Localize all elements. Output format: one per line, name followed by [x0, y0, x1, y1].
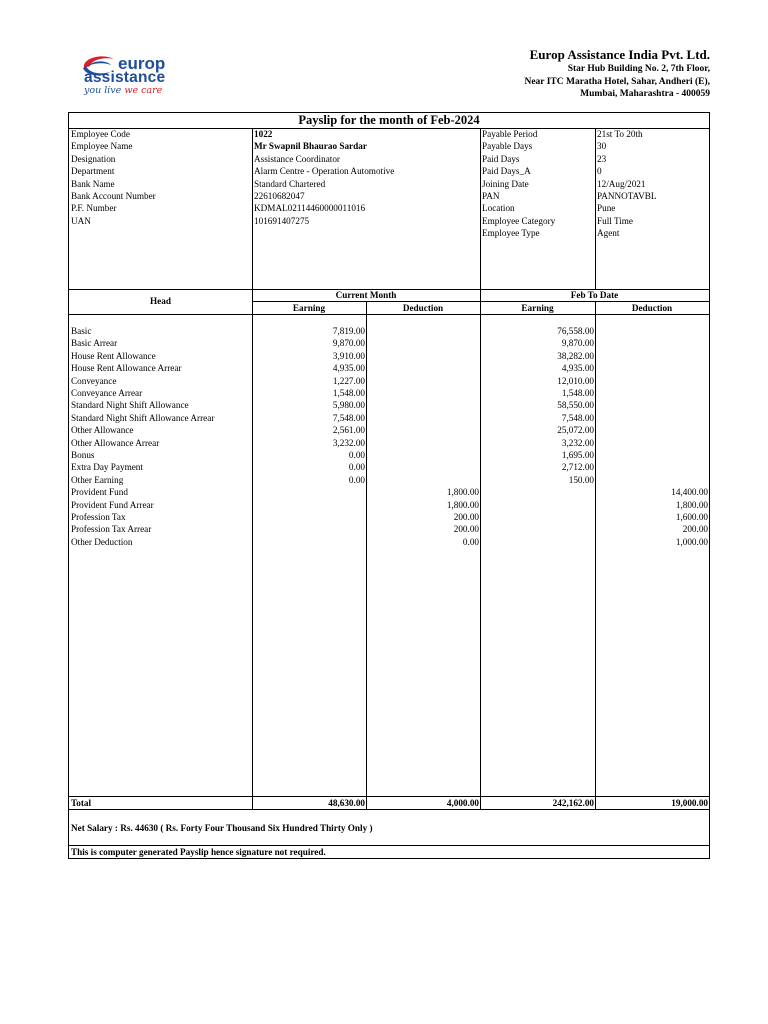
- employee-field-label: Location: [482, 203, 515, 214]
- payslip-sheet: [68, 112, 710, 859]
- row-head: Bonus: [71, 450, 95, 460]
- row-ytd-deduction: 1,000.00: [675, 536, 708, 547]
- row-cm-deduction: 200.00: [453, 512, 479, 522]
- info-col-divider-1: [252, 128, 253, 290]
- row-head: Other Earning: [71, 474, 124, 485]
- row-ytd-earning: 12,010.00: [557, 375, 594, 386]
- row-ytd-earning: 1,695.00: [561, 450, 594, 460]
- row-head: Standard Night Shift Allowance: [71, 400, 189, 411]
- row-cm-earning: 4,935.00: [332, 363, 365, 374]
- employee-field-label: Bank Account Number: [71, 191, 156, 201]
- grid-col-divider-2: [366, 301, 367, 809]
- row-cm-deduction: 200.00: [453, 524, 479, 535]
- employee-field-value: 0: [597, 166, 602, 177]
- row-ytd-earning: 25,072.00: [557, 425, 594, 436]
- row-ytd-earning: 76,558.00: [557, 326, 594, 336]
- employee-field-value: 21st To 20th: [597, 129, 643, 139]
- row-ytd-earning: 1,548.00: [561, 388, 594, 398]
- row-cm-earning: 5,980.00: [332, 400, 365, 411]
- company-address-line-1: Star Hub Building No. 2, 7th Floor,: [567, 64, 710, 74]
- company-address-line-2: Near ITC Maratha Hotel, Sahar, Andheri (E),: [524, 76, 710, 87]
- total-ytd-earning: 242,162.00: [552, 798, 594, 808]
- total-ytd-deduction: 19,000.00: [671, 798, 708, 808]
- row-head: Basic: [71, 326, 92, 336]
- employee-field-value: 22610682047: [254, 191, 305, 201]
- employee-field-value: KDMAL02114460000011016: [254, 203, 366, 214]
- employee-field-label: Joining Date: [482, 178, 529, 189]
- row-head: Provident Fund Arrear: [71, 499, 154, 510]
- row-head: Other Allowance: [71, 425, 134, 436]
- row-head: Basic Arrear: [71, 338, 118, 349]
- row-cm-earning: 1,548.00: [332, 388, 365, 398]
- employee-field-label: Employee Name: [71, 141, 133, 152]
- employee-field-value: 101691407275: [254, 215, 310, 226]
- employee-field-label: PAN: [482, 191, 500, 201]
- employee-field-label: Payable Days: [482, 141, 533, 152]
- header-feb-to-date: Feb To Date: [570, 290, 619, 300]
- row-ytd-earning: 4,935.00: [561, 363, 594, 374]
- employee-field-value: Pune: [597, 203, 616, 214]
- row-cm-deduction: 1,800.00: [446, 499, 479, 510]
- row-head: Provident Fund: [71, 487, 128, 498]
- total-cm-earning: 48,630.00: [328, 798, 365, 808]
- company-name: Europ Assistance India Pvt. Ltd.: [529, 47, 710, 62]
- employee-field-value: 12/Aug/2021: [597, 178, 646, 189]
- total-cm-deduction: 4,000.00: [446, 798, 479, 808]
- row-head: Profession Tax: [71, 512, 126, 522]
- row-ytd-earning: 9,870.00: [561, 338, 594, 349]
- logo-tagline-part1: you live: [84, 85, 122, 96]
- employee-field-value: Alarm Centre - Operation Automotive: [254, 166, 395, 177]
- row-head: Conveyance Arrear: [71, 388, 143, 398]
- payslip-title: Payslip for the month of Feb-2024: [298, 113, 480, 127]
- employee-field-value: Assistance Coordinator: [254, 153, 340, 164]
- employee-field-label: Payable Period: [482, 129, 538, 139]
- logo-word-assistance: assistance: [84, 69, 166, 86]
- header-divider: [69, 314, 709, 315]
- employee-field-label: Paid Days_A: [482, 166, 531, 177]
- footer-note: This is computer generated Payslip hence signature not required.: [71, 847, 326, 857]
- row-cm-earning: 0.00: [348, 450, 365, 460]
- row-ytd-deduction: 1,800.00: [675, 499, 708, 510]
- row-ytd-earning: 3,232.00: [561, 437, 594, 448]
- employee-field-value: Mr Swapnil Bhaurao Sardar: [254, 141, 367, 152]
- grid-col-divider-4: [595, 301, 596, 809]
- employee-field-label: Employee Type: [482, 228, 540, 239]
- row-head: Extra Day Payment: [71, 462, 143, 473]
- employee-field-value: PANNOTAVBL: [597, 191, 657, 201]
- header-current-month: Current Month: [335, 290, 397, 300]
- info-col-divider-2: [480, 128, 481, 290]
- employee-field-label: Employee Category: [482, 215, 556, 226]
- row-ytd-deduction: 14,400.00: [671, 487, 708, 498]
- row-cm-earning: 7,548.00: [332, 412, 365, 423]
- row-cm-earning: 9,870.00: [332, 338, 365, 349]
- row-ytd-deduction: 200.00: [682, 524, 708, 535]
- employee-field-value: Standard Chartered: [254, 178, 326, 189]
- row-cm-earning: 7,819.00: [332, 326, 365, 336]
- header-cm-deduction: Deduction: [402, 302, 444, 313]
- row-ytd-earning: 150.00: [568, 474, 594, 485]
- row-head: House Rent Allowance: [71, 350, 156, 361]
- net-salary: Net Salary : Rs. 44630 ( Rs. Forty Four Thousand Six Hundred Thirty Only ): [71, 823, 373, 833]
- employee-field-label: Paid Days: [482, 153, 520, 164]
- row-cm-deduction: 1,800.00: [446, 487, 479, 498]
- employee-field-label: Bank Name: [71, 178, 115, 189]
- total-label: Total: [71, 798, 92, 808]
- logo-word-europ: europ: [118, 54, 166, 73]
- row-cm-earning: 0.00: [348, 462, 365, 473]
- header-cm-earning: Earning: [292, 302, 326, 313]
- employee-field-label: Designation: [71, 153, 116, 164]
- row-head: Other Allowance Arrear: [71, 437, 160, 448]
- header-head: Head: [150, 296, 171, 306]
- employee-field-value: Full Time: [597, 215, 634, 226]
- row-head: House Rent Allowance Arrear: [71, 363, 182, 374]
- row-cm-earning: 1,227.00: [332, 375, 365, 386]
- row-head: Conveyance: [71, 375, 117, 386]
- employee-field-value: 30: [597, 141, 607, 152]
- info-col-divider-3: [595, 128, 596, 290]
- employee-field-label: UAN: [71, 215, 91, 226]
- row-cm-earning: 0.00: [348, 474, 365, 485]
- row-cm-earning: 3,232.00: [332, 437, 365, 448]
- row-head: Standard Night Shift Allowance Arrear: [71, 412, 215, 423]
- header-ytd-earning: Earning: [521, 302, 554, 313]
- row-cm-earning: 3,910.00: [332, 350, 365, 361]
- employee-field-label: P.F. Number: [71, 203, 117, 214]
- company-address-line-3: Mumbai, Maharashtra - 400059: [580, 89, 710, 99]
- row-head: Other Deduction: [71, 536, 133, 547]
- employee-field-label: Employee Code: [71, 129, 130, 139]
- employee-field-value: 1022: [254, 129, 273, 139]
- row-ytd-earning: 2,712.00: [561, 462, 594, 473]
- employee-field-value: Agent: [597, 228, 620, 239]
- row-ytd-earning: 58,550.00: [557, 400, 594, 411]
- row-head: Profession Tax Arrear: [71, 524, 152, 535]
- row-ytd-earning: 38,282.00: [557, 350, 594, 361]
- employee-field-value: 23: [597, 153, 607, 164]
- header-ytd-deduction: Deduction: [631, 302, 673, 313]
- row-cm-deduction: 0.00: [462, 536, 479, 547]
- row-ytd-earning: 7,548.00: [561, 412, 594, 423]
- row-cm-earning: 2,561.00: [332, 425, 365, 436]
- employee-field-label: Department: [71, 166, 115, 177]
- row-ytd-deduction: 1,600.00: [675, 512, 708, 522]
- company-header: [524, 47, 710, 101]
- company-logo: [80, 50, 195, 100]
- logo-tagline-part2: we care: [124, 85, 163, 96]
